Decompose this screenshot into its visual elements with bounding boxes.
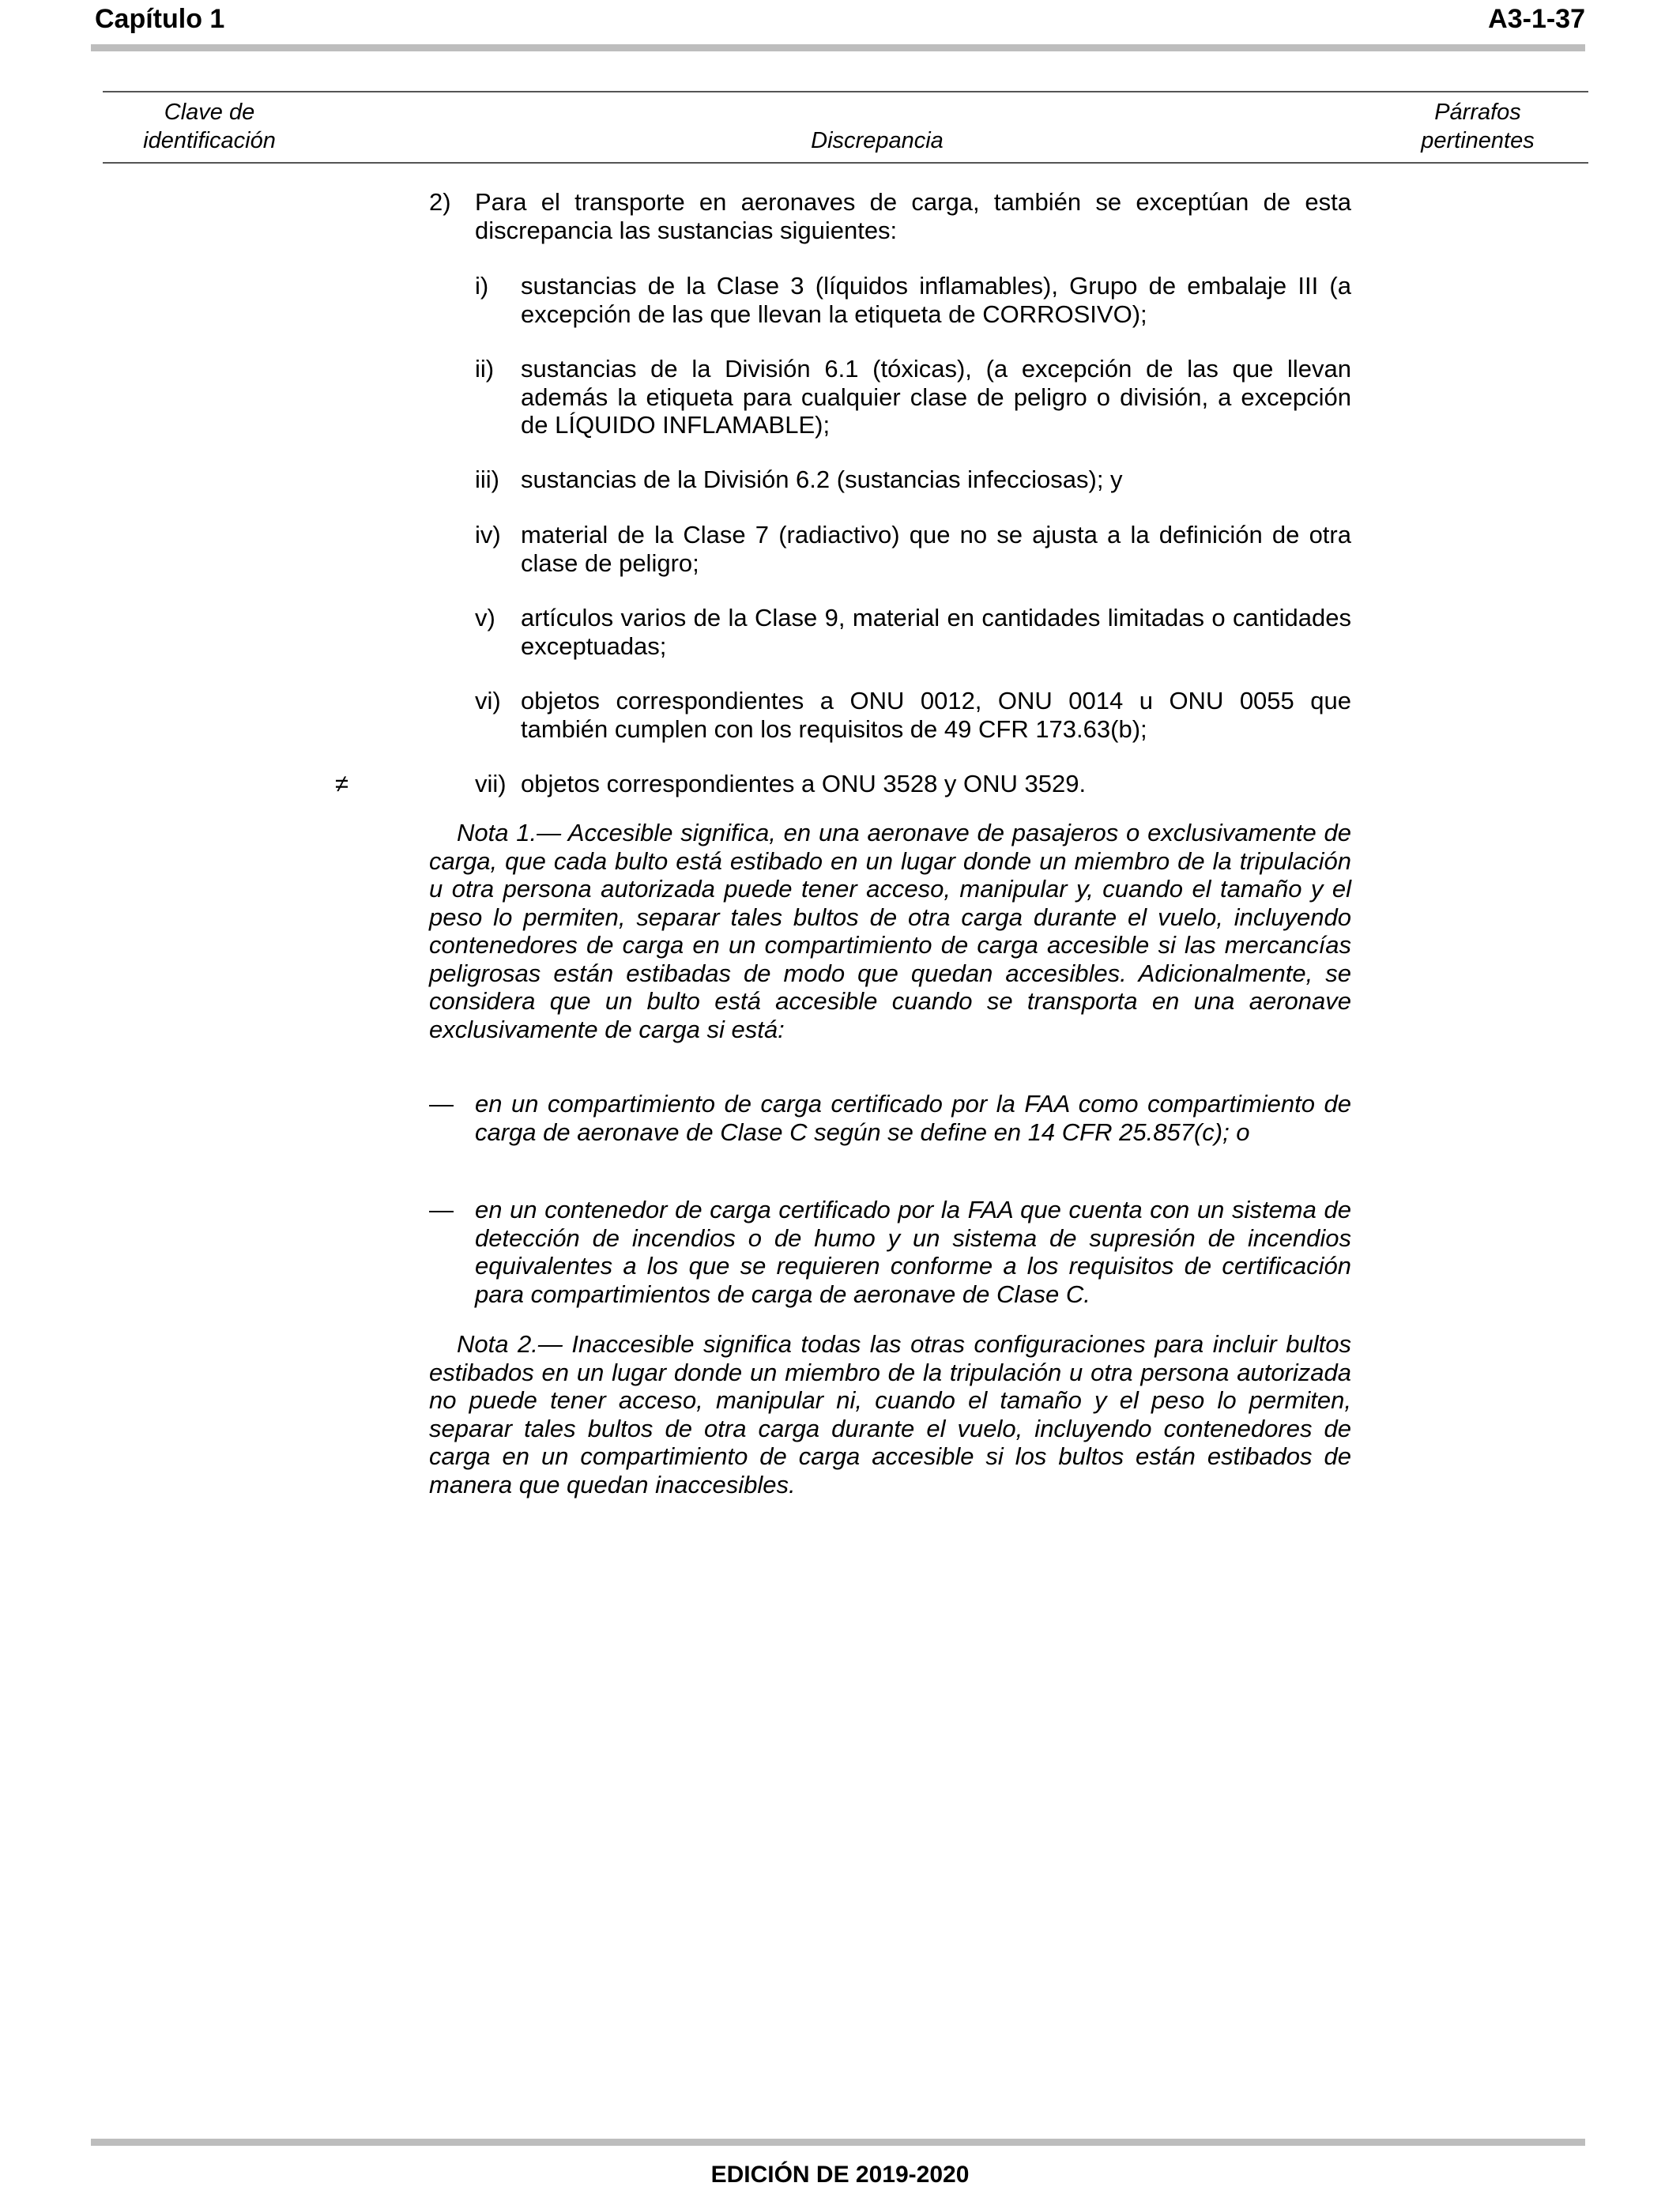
column-header-paragraphs-line1: Párrafos bbox=[1434, 100, 1521, 125]
column-header-key-line2: identificación bbox=[143, 128, 276, 153]
note-2: Nota 2.— Inaccesible significa todas las otras configuraciones para incluir bultos estibados en un lugar donde un miembro de la tripulación u otra persona autorizada no puede tener acceso, manipular ni, cuando el tamaño y el peso lo permiten, separar tales bultos de otra carga durante el vuelo, incluyendo contenedores de carga en un compartimiento de carga accesible si los bultos están estibados de manera que quedan inaccesibles. bbox=[429, 1330, 1351, 1498]
subitem-text: material de la Clase 7 (radiactivo) que no se ajusta a la definición de otra clase de peligro; bbox=[521, 521, 1351, 577]
column-header-paragraphs bbox=[1399, 98, 1557, 155]
item-2-label: 2) bbox=[429, 188, 451, 216]
subitem-text: sustancias de la División 6.1 (tóxicas), (a excepción de las que llevan además la etiqueta para cualquier clase de peligro o división, a excepción de LÍQUIDO INFLAMABLE); bbox=[521, 355, 1351, 439]
column-header-key-line1: Clave de bbox=[164, 100, 255, 125]
subitem-label: v) bbox=[475, 604, 495, 631]
subitem-label: iv) bbox=[475, 521, 501, 548]
footer-rule bbox=[91, 2139, 1585, 2146]
dash-mark: — bbox=[429, 1090, 454, 1118]
chapter-title: Capítulo 1 bbox=[95, 4, 225, 34]
subitem-label: ii) bbox=[475, 355, 495, 383]
table-header-rule bbox=[103, 162, 1588, 164]
note-1: Nota 1.— Accesible significa, en una aeronave de pasajeros o exclusivamente de carga, que cada bulto está estibado en un lugar donde un miembro de la tripulación u otra persona autorizada puede tener acceso, manipular y, cuando el tamaño y el peso lo permiten, separar tales bultos de otra carga durante el vuelo, incluyendo contenedores de carga en un compartimiento de carga accesible si las mercancías peligrosas están estibadas de modo que quedan accesibles. Adicionalmente, se considera que un bulto está accesible cuando se transporta en una aeronave exclusivamente de carga si está: bbox=[429, 819, 1351, 1043]
subitem-text: sustancias de la Clase 3 (líquidos inflamables), Grupo de embalaje III (a excepción de las que llevan la etiqueta de CORROSIVO); bbox=[521, 272, 1351, 328]
subitem-text: sustancias de la División 6.2 (sustancias infecciosas); y bbox=[521, 466, 1123, 493]
subitem-label: vii) bbox=[475, 770, 507, 797]
column-header-key bbox=[119, 98, 300, 155]
subitem-label: i) bbox=[475, 272, 489, 300]
item-2-text: Para el transporte en aeronaves de carga, también se exceptúan de esta discrepancia las sustancias siguientes: bbox=[475, 188, 1351, 244]
column-header-paragraphs-line2: pertinentes bbox=[1421, 128, 1535, 153]
page-number: A3-1-37 bbox=[1488, 4, 1585, 34]
change-mark: ≠ bbox=[335, 770, 349, 797]
subitem-text: objetos correspondientes a ONU 0012, ONU 0014 u ONU 0055 que también cumplen con los requisitos de 49 CFR 173.63(b); bbox=[521, 687, 1351, 743]
dash-item-text: en un compartimiento de carga certificado por la FAA como compartimiento de carga de aeronave de Clase C según se define en 14 CFR 25.857(c); o bbox=[475, 1090, 1351, 1146]
edition-footer: EDICIÓN DE 2019-2020 bbox=[710, 2162, 970, 2188]
subitem-label: vi) bbox=[475, 687, 501, 714]
column-header-discrepancy: Discrepancia bbox=[811, 128, 944, 153]
subitem-text: artículos varios de la Clase 9, material en cantidades limitadas o cantidades exceptuadas; bbox=[521, 604, 1351, 660]
header-rule bbox=[91, 44, 1585, 51]
dash-item-text: en un contenedor de carga certificado por la FAA que cuenta con un sistema de detección de incendios o de humo y un sistema de supresión de incendios equivalentes a los que se requieren conforme a los requisitos de certificación para compartimientos de carga de aeronave de Clase C. bbox=[475, 1196, 1351, 1308]
subitem-label: iii) bbox=[475, 466, 499, 493]
dash-mark: — bbox=[429, 1196, 454, 1223]
table-top-rule bbox=[103, 91, 1588, 92]
subitem-text: objetos correspondientes a ONU 3528 y ONU 3529. bbox=[521, 770, 1087, 797]
